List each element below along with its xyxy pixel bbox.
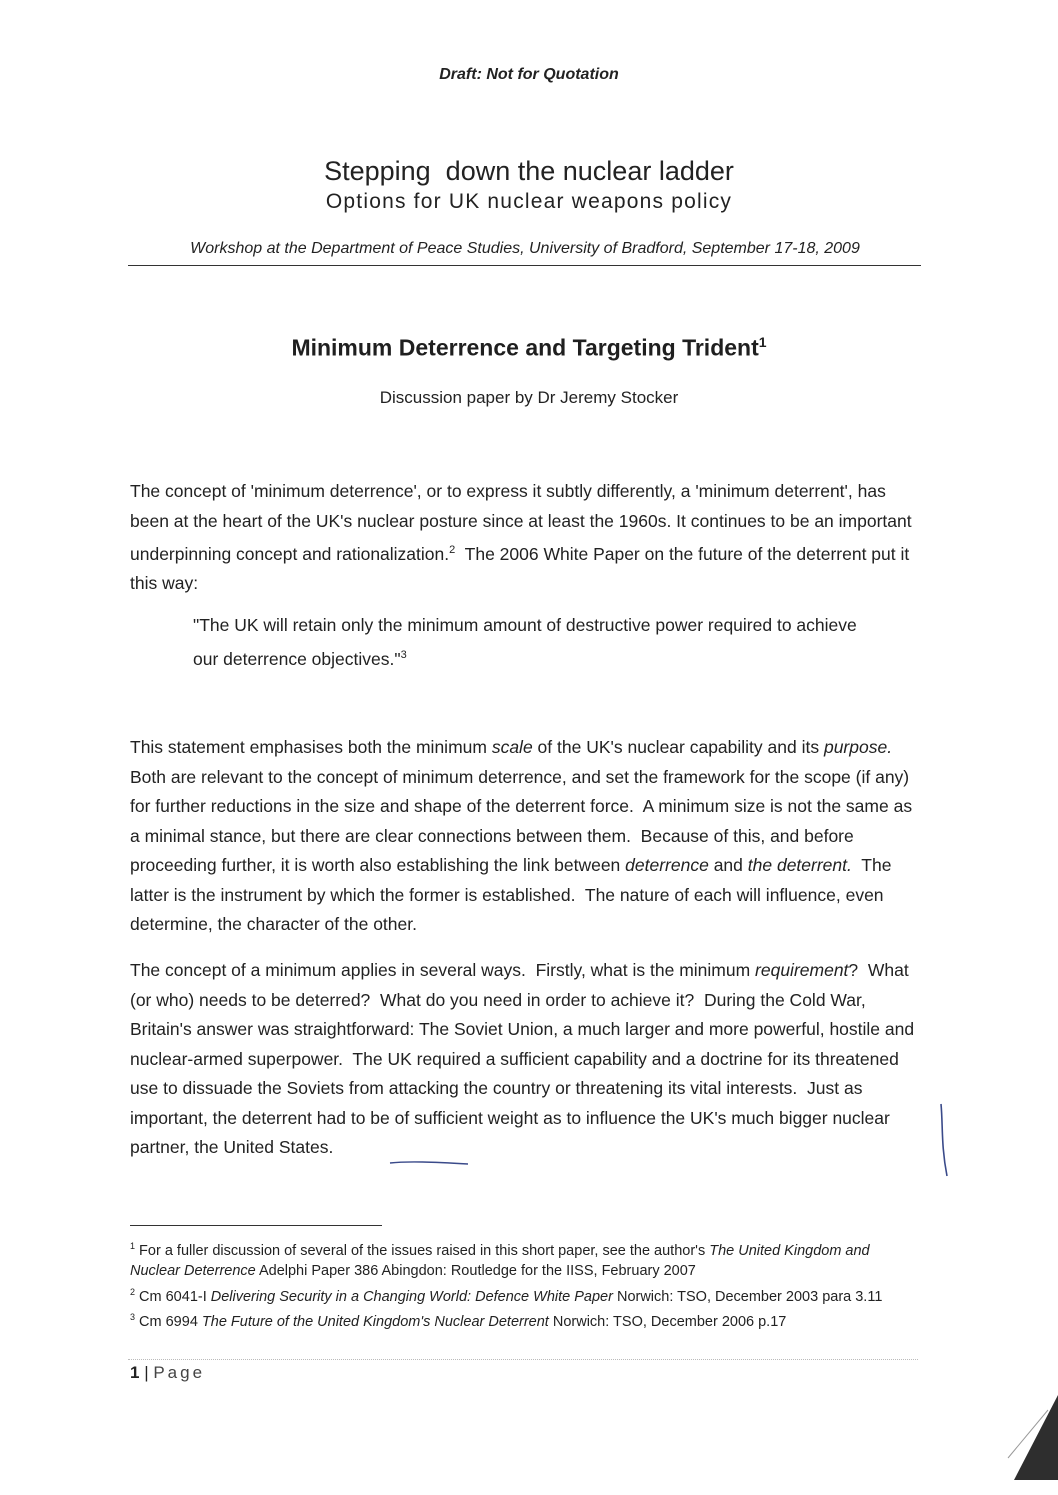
paragraph-3-text-a: The concept of a minimum applies in several ways. Firstly, what is the minimum <box>130 960 756 980</box>
footnote-1-text-b: Adelphi Paper 386 Abingdon: Routledge for the IISS, February 2007 <box>255 1263 696 1280</box>
page-number: 1 <box>130 1363 140 1382</box>
footnote-3-number: 3 <box>130 1312 136 1323</box>
footnote-2-text-a: Cm 6041-I <box>135 1288 211 1305</box>
footnote-3-text-a: Cm 6994 <box>135 1313 202 1330</box>
paragraph-1-text-a: The concept of 'minimum deterrence', or to express it subtly differently, a 'minimum deterrent', has been at the heart of the UK's nuclear posture since at least the 1960s. It continues to be an important underpinning concept and rationalization. <box>130 481 912 564</box>
footnote-1-title: The United Kingdom and Nuclear Deterrence <box>130 1242 870 1280</box>
quote-text: "The UK will retain only the minimum amount of destructive power required to achieve our deterrence objectives." <box>193 615 857 669</box>
paper-title <box>0 334 1058 362</box>
byline: Discussion paper by Dr Jeremy Stocker <box>379 388 679 407</box>
emphasis-requirement: requirement <box>755 960 849 980</box>
footnote-2 <box>130 1282 920 1307</box>
workshop-info: Workshop at the Department of Peace Studies, University of Bradford, September 17-18, 2009 <box>190 240 860 257</box>
page-separator: | <box>139 1363 154 1382</box>
footnote-ref-1: 1 <box>758 334 767 350</box>
paragraph-2 <box>130 733 920 940</box>
paragraph-2-text-e: The latter is the instrument by which the former is established. The nature of each will influence, even determine, the character of the other. <box>130 855 897 934</box>
page-label: Page <box>153 1363 206 1382</box>
paper-title-text: Minimum Deterrence and Targeting Trident <box>291 334 759 361</box>
paragraph-1-text-b: The 2006 White Paper on the future of the deterrent put it this way: <box>130 543 915 594</box>
workshop-series-subtitle: Options for UK nuclear weapons policy <box>325 190 733 213</box>
emphasis-deterrence: deterrence <box>625 855 709 875</box>
draft-notice: Draft: Not for Quotation <box>439 66 619 83</box>
footnote-1-text-a: For a fuller discussion of several of the issues raised in this short paper, see the author's <box>135 1242 710 1259</box>
page-footer <box>130 1363 205 1383</box>
emphasis-scale: scale <box>491 737 533 757</box>
emphasis-the-deterrent: the deterrent. <box>747 855 852 875</box>
footer-divider <box>128 1359 918 1360</box>
page-corner-fold <box>1000 1380 1058 1495</box>
paragraph-1 <box>130 477 920 599</box>
footnote-3 <box>130 1307 920 1332</box>
footnote-1 <box>130 1236 920 1282</box>
footnote-1-number: 1 <box>130 1241 136 1251</box>
paragraph-3 <box>130 956 920 1163</box>
pen-underline-mark <box>388 1155 473 1169</box>
footnote-2-text-b: Norwich: TSO, December 2003 para 3.11 <box>612 1288 883 1305</box>
pen-margin-mark <box>935 1100 955 1180</box>
footnote-3-text-b: Norwich: TSO, December 2006 p.17 <box>548 1313 787 1330</box>
footnote-ref-2: 2 <box>449 544 456 556</box>
footnote-2-number: 2 <box>130 1286 136 1297</box>
paragraph-2-text-d: and <box>708 855 748 875</box>
footnote-2-title: Delivering Security in a Changing World: Defence White Paper <box>210 1288 613 1305</box>
workshop-series-title: Stepping down the nuclear ladder <box>324 156 734 186</box>
header-divider <box>128 265 921 266</box>
footnotes <box>130 1236 920 1332</box>
emphasis-purpose: purpose. <box>823 737 893 757</box>
footnote-divider <box>130 1225 382 1226</box>
block-quote <box>193 610 883 674</box>
paragraph-2-text-c: Both are relevant to the concept of minimum deterrence, and set the framework for the scope (if any) for further reductions in the size and shape of the deterrent force. A minimum size is not the same as a minimal stance, but there are clear connections between them. Because of this, and before proceeding further, it is worth also establishing the link between <box>130 737 917 875</box>
footnote-3-title: The Future of the United Kingdom's Nuclear Deterrent <box>201 1313 549 1330</box>
paragraph-2-text-b: of the UK's nuclear capability and its <box>532 737 824 757</box>
paragraph-2-text-a: This statement emphasises both the minimum <box>130 737 492 757</box>
paragraph-3-text-b: ? What (or who) needs to be deterred? What do you need in order to achieve it? During the Cold War, Britain's answer was straightforward: The Soviet Union, a much larger and more powerful, hostile and nuclear-armed superpower. The UK required a sufficient capability and a doctrine for its threatened use to dissuade the Soviets from attacking the country or threatening its vital interests. Just as important, the deterrent had to be of sufficient weight as to influence the UK's much bigger nuclear partner, the United States. <box>130 960 919 1157</box>
footnote-ref-3: 3 <box>400 649 407 661</box>
